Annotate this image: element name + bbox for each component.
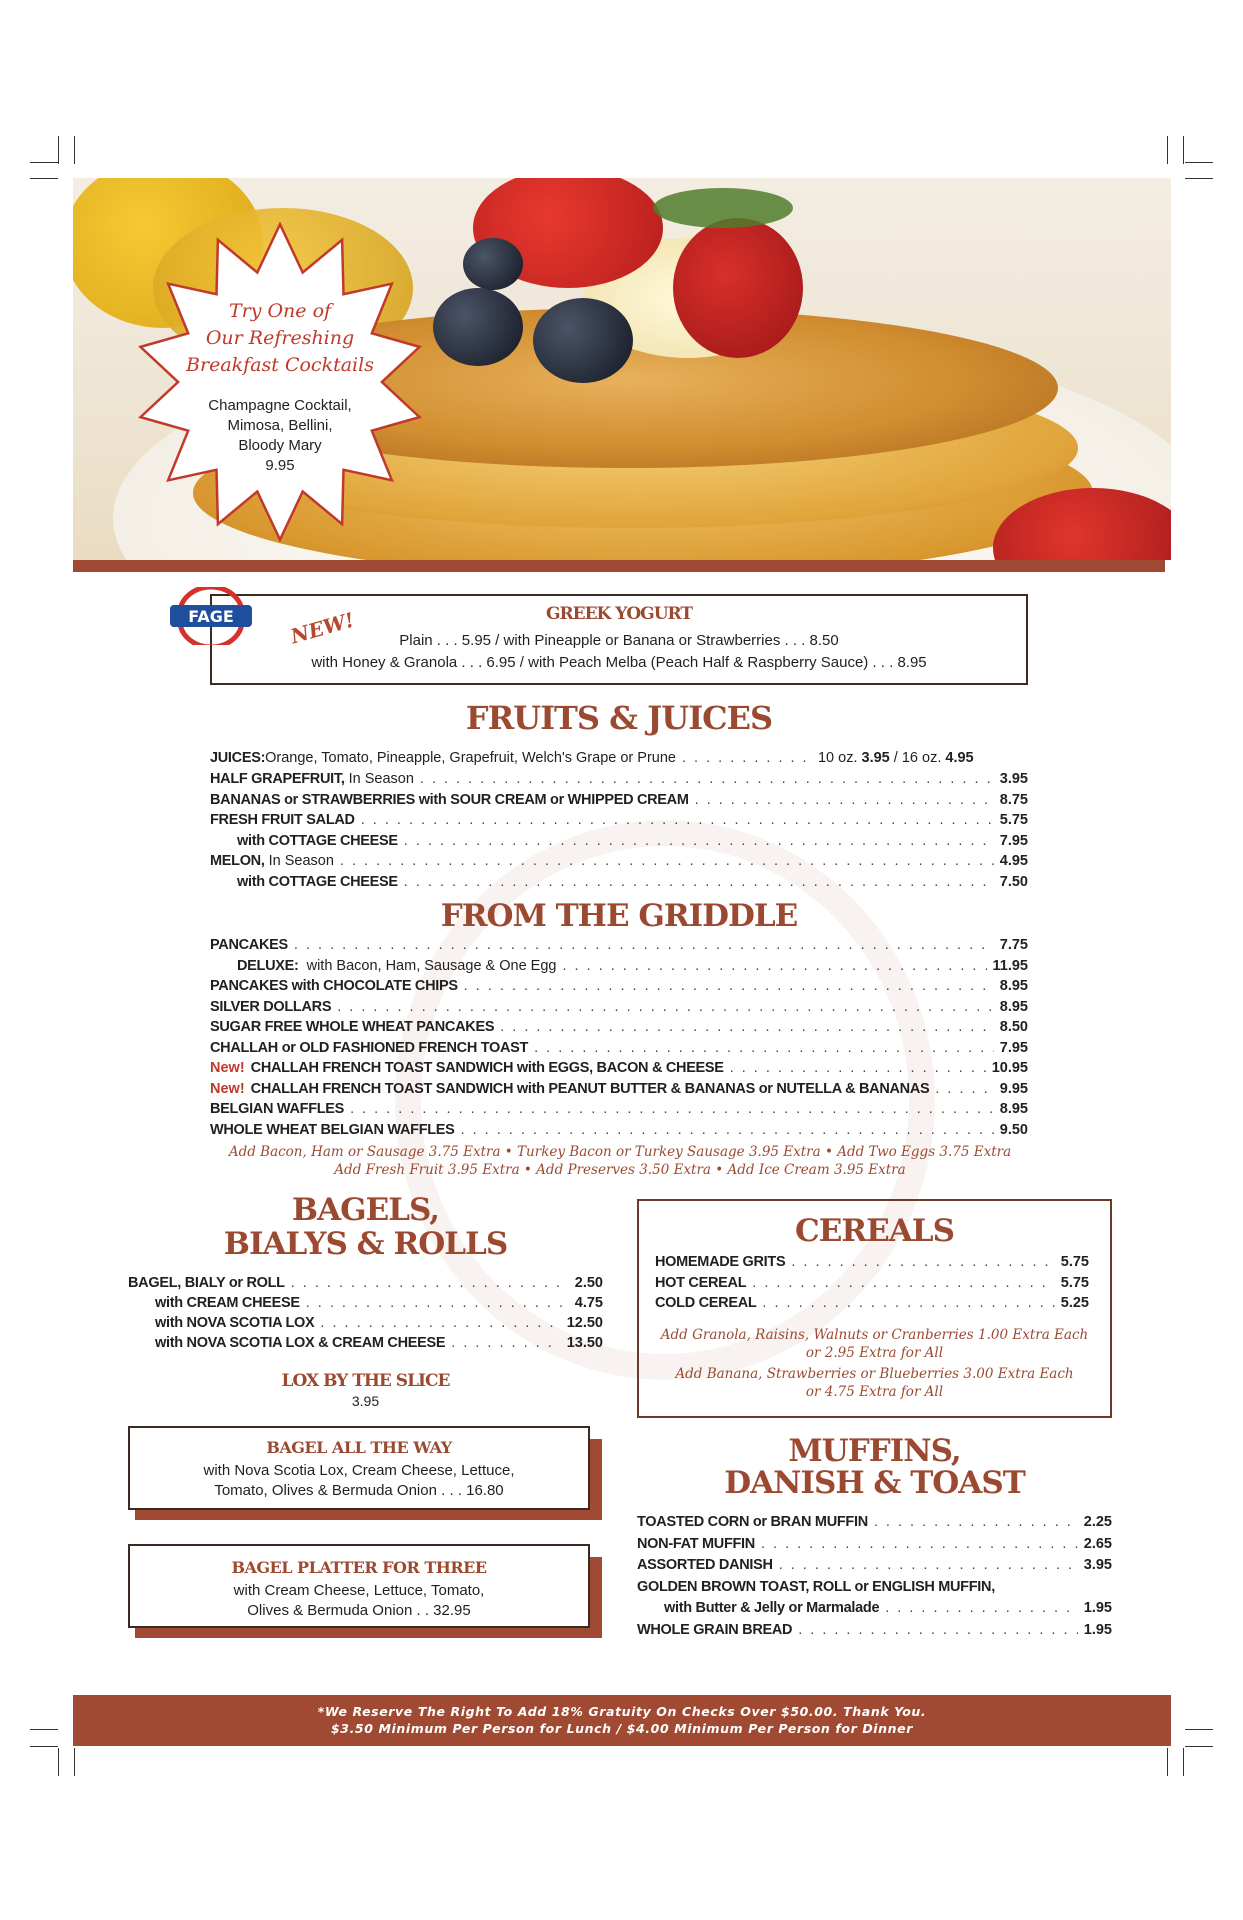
greek-yogurt-line: with Honey & Granola . . . 6.95 / with Peach Melba (Peach Half & Raspberry Sauce) . . . 8.95 — [311, 654, 927, 671]
box-line: with Nova Scotia Lox, Cream Cheese, Lettuce, — [203, 1462, 515, 1479]
blueberry — [433, 288, 523, 366]
fruits-juices-title: FRUITS & JUICES — [465, 699, 773, 737]
dot-leader — [404, 872, 994, 892]
item-price: 3.95 — [999, 771, 1028, 787]
item-price: 5.75 — [1060, 1274, 1089, 1291]
item-name: GOLDEN BROWN TOAST, ROLL or ENGLISH MUFFIN, — [637, 1578, 995, 1595]
bagel-all-the-way-box — [128, 1426, 590, 1510]
dot-leader — [761, 1534, 1078, 1554]
menu-item-juices — [210, 748, 1028, 768]
lox-price: 3.95 — [351, 1393, 380, 1409]
item-name: BELGIAN WAFFLES — [210, 1101, 345, 1117]
griddle-addons: Add Fresh Fruit 3.95 Extra • Add Preserves 3.50 Extra • Add Ice Cream 3.95 Extra — [334, 1162, 906, 1178]
menu-item — [637, 1598, 1112, 1618]
item-price: 1.95 — [1083, 1621, 1112, 1638]
menu-item — [128, 1273, 603, 1293]
box-line: Tomato, Olives & Bermuda Onion . . . 16.80 — [214, 1482, 504, 1499]
size-label: 16 oz. — [901, 750, 942, 766]
item-name: PANCAKES — [210, 937, 288, 953]
item-price: 8.75 — [999, 791, 1028, 808]
strawberry — [673, 218, 803, 358]
dot-leader — [791, 1252, 1054, 1272]
item-price: 7.95 — [999, 832, 1028, 849]
item-price: 8.50 — [999, 1019, 1028, 1035]
menu-item — [128, 1293, 603, 1313]
menu-item — [210, 810, 1028, 830]
menu-item — [210, 1079, 1028, 1099]
dot-leader — [340, 851, 994, 871]
new-tag: New! — [210, 1080, 245, 1097]
menu-item — [210, 1099, 1028, 1119]
cereal-addons: or 4.75 Extra for All — [805, 1384, 944, 1400]
item-price: 3.95 — [1083, 1557, 1112, 1573]
menu-item — [655, 1252, 1089, 1272]
menu-item — [655, 1293, 1089, 1313]
item-price: 8.95 — [999, 998, 1028, 1015]
item-name: WHOLE WHEAT BELGIAN WAFFLES — [210, 1121, 455, 1138]
item-name: with NOVA SCOTIA LOX & CREAM CHEESE — [155, 1335, 446, 1351]
item-name: BAGEL, BIALY or ROLL — [128, 1275, 285, 1291]
dot-leader — [350, 1099, 994, 1119]
item-name: ASSORTED DANISH — [637, 1557, 773, 1573]
cereal-addons: or 2.95 Extra for All — [805, 1345, 944, 1361]
menu-item — [210, 831, 1028, 851]
footer-line: *We Reserve The Right To Add 18% Gratuity On Checks Over $50.00. Thank You. — [317, 1704, 927, 1719]
dot-leader — [874, 1512, 1078, 1532]
item-note: In Season — [264, 853, 334, 869]
blueberry — [463, 238, 523, 290]
dot-leader — [306, 1293, 569, 1313]
item-name: CHALLAH FRENCH TOAST SANDWICH with EGGS, BACON & CHEESE — [250, 1060, 724, 1076]
item-name: MELON, — [210, 853, 265, 869]
bagel-platter-box — [128, 1544, 590, 1628]
item-price: 9.50 — [999, 1121, 1028, 1138]
dot-leader — [730, 1058, 986, 1078]
item-name: HOMEMADE GRITS — [655, 1254, 786, 1270]
dot-leader — [534, 1038, 994, 1058]
item-name: with COTTAGE CHEESE — [237, 873, 398, 890]
item-name: with NOVA SCOTIA LOX — [155, 1315, 315, 1331]
dot-leader — [420, 769, 994, 789]
menu-item — [210, 790, 1028, 810]
cereals-title: CEREALS — [795, 1213, 954, 1249]
item-price: 7.95 — [999, 1039, 1028, 1056]
cocktail-promo-headline: Try One of Our Refreshing Breakfast Cocktails — [186, 300, 374, 376]
dot-leader — [779, 1555, 1078, 1575]
dot-leader — [464, 976, 994, 996]
dot-leader — [885, 1598, 1078, 1618]
item-name: WHOLE GRAIN BREAD — [637, 1621, 793, 1638]
box-line: with Cream Cheese, Lettuce, Tomato, — [233, 1582, 485, 1599]
menu-item — [637, 1534, 1112, 1554]
dot-leader — [451, 1333, 560, 1353]
item-note: with Bacon, Ham, Sausage & One Egg — [298, 957, 557, 974]
dot-leader — [461, 1120, 994, 1140]
menu-item — [637, 1555, 1112, 1575]
item-price: 10.95 — [991, 1060, 1028, 1076]
menu-item — [210, 1038, 1028, 1058]
menu-item — [210, 1058, 1028, 1078]
item-price: 3.95 — [861, 750, 890, 766]
menu-item — [210, 872, 1028, 892]
item-name: HALF GRAPEFRUIT, — [210, 771, 345, 787]
new-tag: New! — [210, 1060, 245, 1076]
new-tag: NEW! — [287, 607, 357, 649]
item-price: 4.75 — [574, 1295, 603, 1311]
hero-bottom-band — [73, 560, 1165, 572]
dot-leader — [337, 997, 994, 1017]
dot-leader — [562, 956, 986, 976]
menu-item — [210, 997, 1028, 1017]
dot-leader — [294, 935, 994, 955]
cocktail-promo-items: Champagne Cocktail, Mimosa, Bellini, Bloody Mary 9.95 — [208, 397, 352, 474]
item-note: In Season — [344, 771, 414, 787]
item-name: BANANAS or STRAWBERRIES with SOUR CREAM or WHIPPED CREAM — [210, 791, 689, 808]
item-name: HOT CEREAL — [655, 1274, 747, 1291]
dot-leader — [798, 1620, 1078, 1640]
leaf-shape — [653, 188, 793, 228]
cereal-addons: Add Banana, Strawberries or Blueberries 3.00 Extra Each — [675, 1366, 1074, 1382]
gratuity-footer — [73, 1695, 1171, 1746]
menu-item — [128, 1313, 603, 1333]
item-name: SUGAR FREE WHOLE WHEAT PANCAKES — [210, 1019, 495, 1035]
menu-item — [210, 1120, 1028, 1140]
item-price: 5.75 — [999, 812, 1028, 828]
svg-text:FAGE: FAGE — [188, 607, 234, 626]
menu-item — [210, 1017, 1028, 1037]
dot-leader — [752, 1273, 1055, 1293]
menu-item — [210, 851, 1028, 871]
item-price: 9.95 — [999, 1080, 1028, 1097]
menu-item — [637, 1577, 1112, 1597]
item-name: TOASTED CORN or BRAN MUFFIN — [637, 1514, 868, 1530]
item-price: 8.95 — [999, 1101, 1028, 1117]
item-price: 4.95 — [999, 853, 1028, 869]
size-label: 10 oz. — [817, 750, 858, 766]
item-price: 1.95 — [1083, 1600, 1112, 1616]
dot-leader — [935, 1079, 993, 1099]
item-name: JUICES: — [210, 750, 266, 766]
dot-leader — [695, 790, 994, 810]
item-name: NON-FAT MUFFIN — [637, 1535, 755, 1552]
greek-yogurt-line: Plain . . . 5.95 / with Pineapple or Banana or Strawberries . . . 8.50 — [399, 632, 839, 649]
menu-item — [655, 1273, 1089, 1293]
item-price: 2.25 — [1083, 1514, 1112, 1530]
item-name: with Butter & Jelly or Marmalade — [664, 1600, 880, 1616]
item-price: 13.50 — [566, 1335, 603, 1351]
cereal-addons: Add Granola, Raisins, Walnuts or Cranberries 1.00 Extra Each — [660, 1327, 1089, 1343]
item-name: DELUXE: — [237, 957, 299, 974]
lox-title: LOX BY THE SLICE — [281, 1371, 450, 1391]
dot-leader — [762, 1293, 1054, 1313]
menu-item — [128, 1333, 603, 1353]
menu-item — [637, 1512, 1112, 1532]
dot-leader — [320, 1313, 560, 1333]
item-price: 2.50 — [574, 1275, 603, 1291]
item-name: COLD CEREAL — [655, 1295, 757, 1311]
item-note: Orange, Tomato, Pineapple, Grapefruit, Welch's Grape or Prune — [265, 750, 676, 766]
box-line: Olives & Bermuda Onion . . 32.95 — [247, 1602, 471, 1619]
item-name: PANCAKES with CHOCOLATE CHIPS — [210, 978, 458, 994]
menu-item — [210, 769, 1028, 789]
item-name: CHALLAH FRENCH TOAST SANDWICH with PEANUT BUTTER & BANANAS or NUTELLA & BANANAS — [250, 1080, 930, 1097]
griddle-title: FROM THE GRIDDLE — [440, 898, 798, 934]
menu-item — [637, 1620, 1112, 1640]
item-name: with CREAM CHEESE — [155, 1295, 300, 1311]
item-price: 2.65 — [1083, 1535, 1112, 1552]
item-price: 11.95 — [992, 957, 1028, 974]
griddle-addons: Add Bacon, Ham or Sausage 3.75 Extra • Turkey Bacon or Turkey Sausage 3.95 Extra • Add Two Eggs 3.75 Extra — [228, 1144, 1012, 1160]
greek-yogurt-title: GREEK YOGURT — [545, 604, 693, 624]
item-price: 5.25 — [1060, 1295, 1089, 1311]
dot-leader — [404, 831, 994, 851]
item-name: FRESH FRUIT SALAD — [210, 812, 355, 828]
footer-line: $3.50 Minimum Per Person for Lunch / $4.00 Minimum Per Person for Dinner — [330, 1721, 914, 1736]
bagels-title: BAGELS, BIALYS & ROLLS — [223, 1192, 508, 1262]
dot-leader — [291, 1273, 569, 1293]
item-price: 5.75 — [1060, 1254, 1089, 1270]
menu-item — [210, 935, 1028, 955]
dot-leader — [361, 810, 994, 830]
box-title: BAGEL ALL THE WAY — [266, 1438, 452, 1457]
item-name: SILVER DOLLARS — [210, 998, 332, 1015]
menu-item — [210, 956, 1028, 976]
blueberry — [533, 298, 633, 383]
item-price: 7.50 — [999, 873, 1028, 890]
item-price: 8.95 — [999, 978, 1028, 994]
size-separator: / — [889, 750, 902, 766]
item-price: 12.50 — [566, 1315, 603, 1331]
item-price: 7.75 — [999, 937, 1028, 953]
item-name: with COTTAGE CHEESE — [237, 832, 398, 849]
menu-item — [210, 976, 1028, 996]
dot-leader — [500, 1017, 994, 1037]
cocktail-promo — [133, 222, 427, 542]
item-name: CHALLAH or OLD FASHIONED FRENCH TOAST — [210, 1039, 529, 1056]
box-title: BAGEL PLATTER FOR THREE — [231, 1558, 487, 1577]
muffins-title: MUFFINS, DANISH & TOAST — [724, 1433, 1025, 1501]
dot-leader — [682, 748, 812, 768]
item-price: 4.95 — [945, 750, 974, 766]
